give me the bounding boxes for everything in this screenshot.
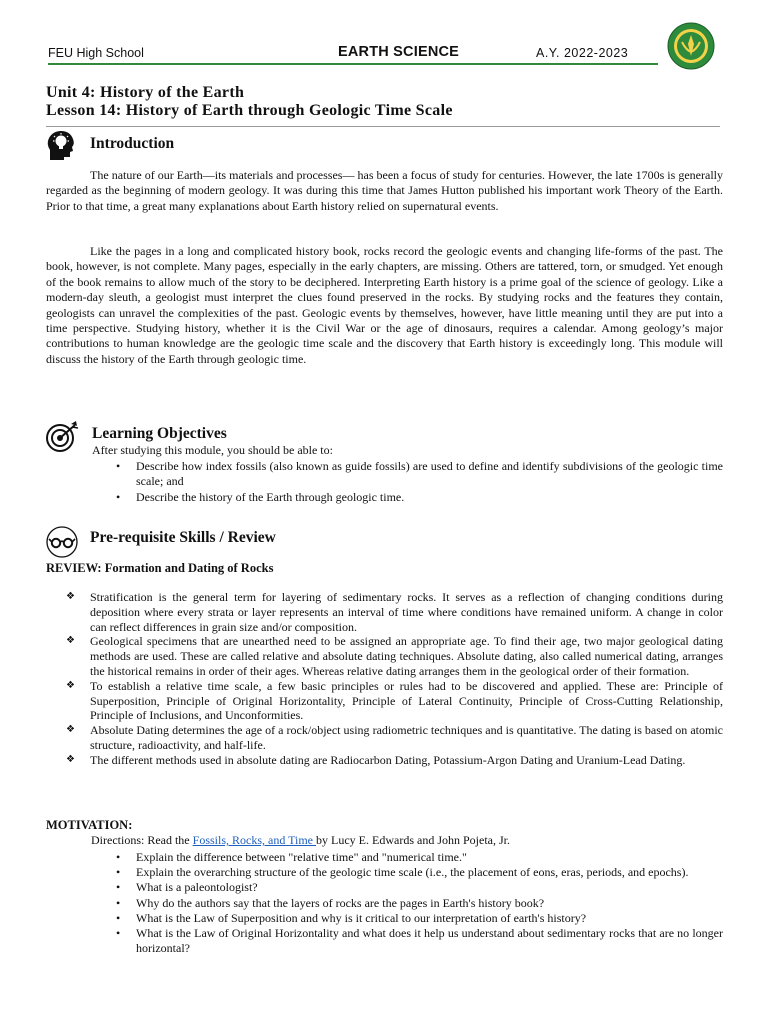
list-item: ❖ Absolute Dating determines the age of a rock/object using radiometric techniques and is quantitative. The dating is based on atomic structure, radioactivity, and half-life.	[66, 723, 723, 752]
header-rule	[48, 63, 658, 65]
reading-link[interactable]: Fossils, Rocks, and Time	[192, 833, 317, 847]
title-divider	[46, 126, 720, 127]
eyeglasses-icon	[44, 526, 80, 558]
list-item: • Describe how index fossils (also known as guide fossils) are used to define and identify subdivisions of the geologic time scale; and	[116, 459, 723, 489]
motivation-heading: MOTIVATION:	[46, 818, 133, 832]
page-header	[48, 44, 658, 64]
head-bulb-icon	[44, 128, 78, 162]
review-title: REVIEW: Formation and Dating of Rocks	[46, 561, 274, 575]
academic-year: A.Y. 2022-2023	[536, 46, 629, 60]
list-item: • Explain the overarching structure of the geologic time scale (i.e., the placement of eons, eras, periods, and epochs).	[116, 865, 689, 880]
intro-paragraph: Like the pages in a long and complicated history book, rocks record the geologic events and changing life-forms of the past. The book, however, is not complete. Many pages, especially in the early chapters, are missing. Others are tattered, torn, or smudged. Yet enough of the book remains to allow much of the story to be deciphered. Interpreting Earth history is a prime goal of the science of geology. Like a modern-day sleuth, a geologist must interpret the clues found preserved in the rocks. By studying rocks and the features they contain, geologists can unravel the complexities of the past. Geologic events by themselves, however, have little meaning until they are put into a time perspective. Studying history, whether it is the Civil War or the age of dinosaurs, requires a calendar. Among geology’s major contributions to human knowledge are the geologic time scale and the discovery that Earth history is exceedingly long. This module will discuss the history of the Earth through geologic time.	[46, 244, 723, 366]
review-list	[66, 590, 723, 768]
prerequisite-heading: Pre-requisite Skills / Review	[90, 529, 276, 546]
introduction-heading: Introduction	[90, 135, 175, 152]
subject-title: EARTH SCIENCE	[338, 44, 460, 60]
list-item: ❖ Stratification is the general term for layering of sedimentary rocks. It serves as a reflection of changing conditions during deposition where every strata or layer represents an interval of time where conditions have remained uniform. A change in color can reflect differences in grain size and/or composition.	[66, 590, 723, 634]
list-item: ❖ To establish a relative time scale, a few basic principles or rules had to be discovered and applied. These are: Principle of Superposition, Principle of Original Horizontality, Principle of Lateral Continuity, Principle of Cross-Cutting Relationship, Principle of Inclusions, and Unconformities.	[66, 678, 723, 723]
motivation-directions: Directions: Read the Fossils, Rocks, and Time by Lucy E. Edwards and John Pojeta, Jr.	[91, 833, 510, 847]
objectives-list	[112, 459, 723, 505]
list-item: ❖ The different methods used in absolute dating are Radiocarbon Dating, Potassium-Argon Dating and Uranium-Lead Dating.	[66, 752, 686, 767]
unit-title: Unit 4: History of the Earth	[46, 84, 245, 101]
school-seal-logo	[667, 22, 715, 70]
school-name: FEU High School	[48, 46, 144, 60]
list-item: ❖ Geological specimens that are unearthed need to be assigned an appropriate age. To find their age, two major geological dating methods are used. These are called relative and absolute dating techniques. Absolute dating, also called numerical dating, arranges the historical remains in order of their ages. Whereas relative dating arranges them in the geological order of their formation.	[66, 634, 723, 678]
list-item: • Describe the history of the Earth through geologic time.	[116, 489, 405, 504]
motivation-questions-list	[112, 850, 723, 956]
lesson-title: Lesson 14: History of Earth through Geologic Time Scale	[46, 102, 453, 119]
intro-paragraph: The nature of our Earth—its materials and processes— has been a focus of study for centuries. However, the late 1700s is generally regarded as the beginning of modern geology. It was during this time that James Hutton published his important work Theory of the Earth. Prior to that time, a great many explanations about Earth history relied on supernatural events.	[46, 168, 723, 213]
list-item: • Why do the authors say that the layers of rocks are the pages in Earth's history book?	[116, 895, 545, 910]
learning-objectives-heading: Learning Objectives	[92, 425, 227, 442]
list-item: • What is a paleontologist?	[116, 880, 258, 895]
list-item: • Explain the difference between "relative time" and "numerical time."	[116, 850, 467, 864]
list-item: • What is the Law of Original Horizontality and what does it help us understand about sedimentary rocks that are no longer horizontal?	[116, 926, 723, 956]
list-item: • What is the Law of Superposition and why is it critical to our interpretation of earth's history?	[116, 910, 587, 925]
target-arrow-icon	[44, 420, 80, 454]
objectives-lead: After studying this module, you should be able to:	[92, 443, 333, 457]
